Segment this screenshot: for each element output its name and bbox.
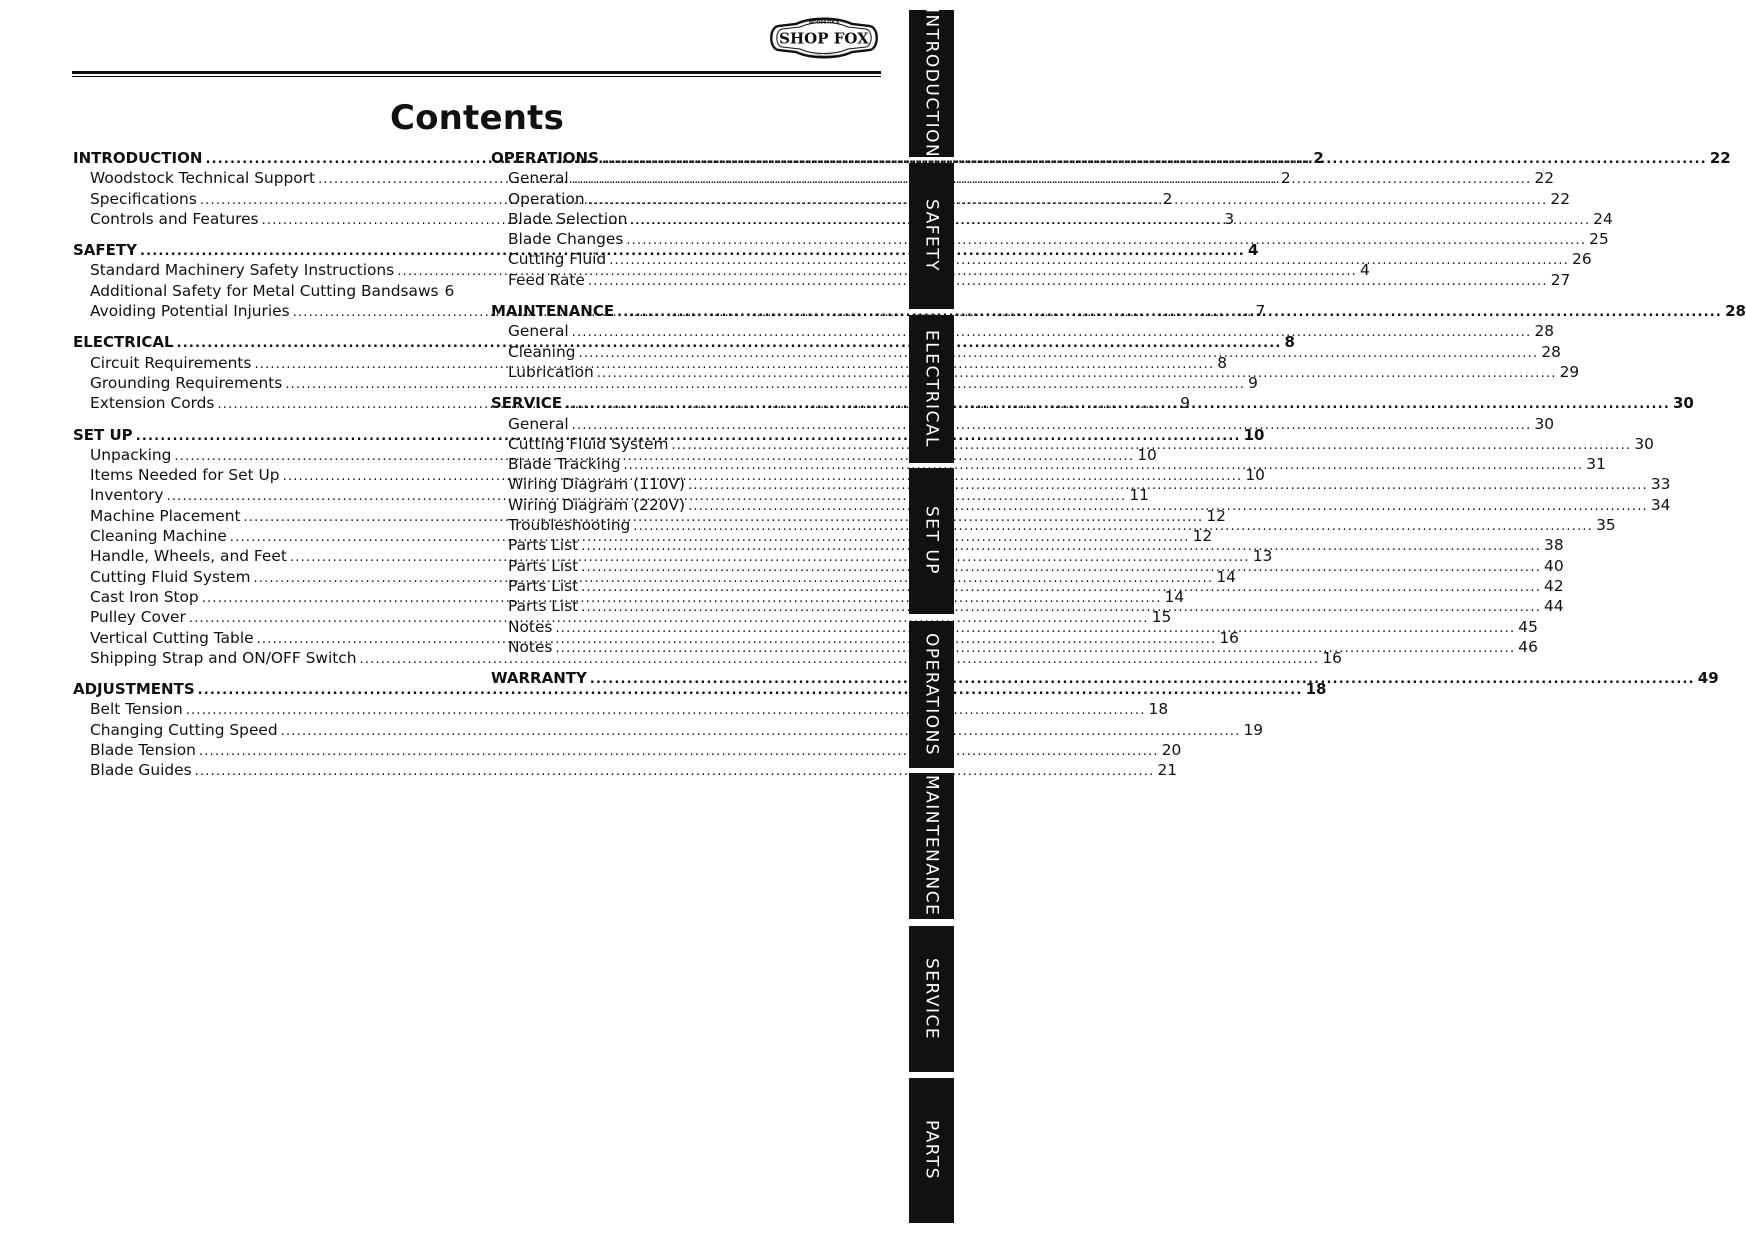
dot-leader [688, 497, 1648, 517]
toc-entry-label: Blade Tracking [508, 455, 621, 474]
dot-leader [581, 598, 1541, 618]
toc-entry-label: Lubrication [508, 362, 594, 381]
toc-entry-label: OPERATIONS [491, 149, 599, 167]
toc-entry-label: General [508, 169, 569, 188]
tab-label: SAFETY [921, 199, 942, 273]
toc-entry-label: Woodstock Technical Support [90, 169, 316, 188]
toc-entry[interactable] [73, 281, 455, 301]
toc-section-service[interactable] [491, 393, 1694, 413]
tab-label: ELECTRICAL [921, 329, 942, 448]
dot-leader [633, 517, 1593, 537]
toc-entry-label: Parts List [508, 536, 579, 555]
toc-page-number: 33 [1650, 475, 1671, 494]
toc-page-number: 29 [1559, 362, 1580, 381]
tab-service[interactable] [909, 926, 954, 1072]
toc-entry[interactable] [491, 249, 1592, 269]
toc-page-number: 11 [1129, 486, 1149, 505]
toc-page-number: 31 [1586, 455, 1606, 474]
toc-entry-label: Blade Tension [90, 741, 196, 760]
toc-entry-label: Circuit Requirements [90, 353, 252, 372]
toc-entry-label: Vertical Cutting Table [90, 628, 254, 647]
dot-leader [623, 456, 1583, 476]
toc-page-number: 8 [1217, 353, 1228, 372]
toc-page-number: 28 [1534, 322, 1555, 341]
toc-page-number: 25 [1589, 230, 1609, 249]
toc-entry[interactable] [491, 474, 1671, 494]
toc-entry-label: Handle, Wheels, and Feet [90, 547, 287, 566]
toc-entry-label: ELECTRICAL [73, 333, 174, 352]
toc-entry-label: Additional Safety for Metal Cutting Bandsaws [90, 281, 439, 300]
tab-set-up[interactable] [909, 468, 954, 614]
dot-leader [617, 303, 1722, 323]
tab-introduction[interactable] [909, 10, 954, 157]
toc-entry-label: SAFETY [73, 241, 137, 260]
toc-entry[interactable] [491, 342, 1561, 362]
toc-page-number: 4 [1360, 261, 1370, 280]
toc-entry-label: Cutting Fluid [508, 250, 607, 269]
toc-entry[interactable] [73, 699, 1169, 719]
toc-entry[interactable] [73, 648, 1342, 668]
dot-leader [602, 150, 1707, 170]
toc-page-number: 2 [1313, 149, 1324, 167]
toc-entry-label: INTRODUCTION [73, 149, 203, 167]
dot-leader [588, 191, 1548, 211]
toc-entry[interactable] [73, 740, 1182, 760]
dot-leader [688, 476, 1648, 496]
toc-page-number: 20 [1161, 741, 1182, 760]
dot-leader [572, 416, 1532, 436]
logo-brand-text: SHOP FOX [779, 29, 869, 48]
toc-entry-label: Pulley Cover [90, 608, 186, 627]
toc-entry-label: Cleaning [508, 342, 576, 361]
tab-maintenance[interactable] [909, 773, 954, 919]
toc-page-number: 13 [1252, 547, 1273, 566]
toc-entry-label: Cast Iron Stop [90, 587, 199, 606]
toc-entry-label: Shipping Strap and ON/OFF Switch [90, 648, 357, 667]
toc-entry-label: SET UP [73, 425, 133, 444]
tab-electrical[interactable] [909, 315, 954, 463]
toc-page-number: 7 [1255, 302, 1266, 321]
toc-page-number: 18 [1305, 680, 1327, 699]
toc-entry-label: Belt Tension [90, 700, 183, 719]
toc-entry[interactable] [491, 414, 1555, 434]
toc-entry-label: SERVICE [491, 394, 563, 413]
dot-leader [578, 344, 1538, 364]
toc-page-number: 42 [1544, 576, 1564, 595]
tab-operations[interactable] [909, 621, 954, 768]
dot-leader [588, 272, 1548, 292]
toc-entry[interactable] [491, 209, 1613, 229]
dot-leader [555, 639, 1515, 659]
toc-entry-label: MAINTENANCE [491, 302, 615, 321]
toc-page-number: 12 [1206, 506, 1226, 525]
toc-entry-label: Wiring Diagram (110V) [508, 475, 686, 494]
logo-sub-text: INTERNATIONAL [809, 54, 839, 58]
toc-page-number: 34 [1650, 495, 1671, 514]
toc-page-number: 18 [1148, 700, 1169, 719]
toc-section-warranty[interactable] [491, 668, 1719, 688]
header-rule [72, 71, 881, 74]
shop-fox-logo [766, 14, 882, 62]
toc-page-number: 26 [1572, 250, 1592, 269]
toc-entry-label: Blade Changes [508, 230, 624, 249]
toc-entry-label: Extension Cords [90, 394, 215, 413]
dot-leader [199, 742, 1159, 762]
toc-page-number: 9 [1248, 373, 1258, 392]
toc-page-number: 3 [1224, 209, 1235, 228]
dot-leader [195, 762, 1155, 782]
toc-page-number: 2 [1280, 169, 1291, 188]
dot-leader [555, 619, 1515, 639]
toc-entry-label: Inventory [90, 486, 164, 505]
dot-leader [572, 323, 1532, 343]
toc-entry[interactable] [73, 760, 1178, 780]
toc-page-number: 14 [1164, 587, 1185, 606]
toc-page-number: 24 [1593, 209, 1613, 228]
page-title: Contents [389, 98, 565, 138]
side-tabs [909, 0, 954, 1235]
toc-page-number: 2 [1162, 189, 1173, 208]
toc-section [491, 301, 1746, 382]
dot-leader [609, 251, 1569, 271]
toc-page-number: 8 [1284, 333, 1295, 352]
dot-leader [581, 578, 1541, 598]
dot-leader [186, 701, 1146, 721]
toc-entry[interactable] [491, 321, 1555, 341]
dot-leader [671, 436, 1631, 456]
toc-entry[interactable] [491, 362, 1580, 382]
dot-leader [630, 211, 1590, 231]
toc-entry-label: Controls and Features [90, 209, 259, 228]
toc-entry-label: Grounding Requirements [90, 373, 283, 392]
toc-page-number: 28 [1541, 342, 1561, 361]
toc-section-adjustments[interactable] [73, 679, 1327, 699]
dot-leader [565, 395, 1670, 415]
tab-parts[interactable] [909, 1078, 954, 1223]
header-rule-thin [72, 76, 881, 77]
toc-page-number: 46 [1518, 637, 1538, 656]
toc-entry-label: General [508, 322, 569, 341]
toc-entry-label: Troubleshooting [508, 516, 631, 535]
toc-entry-label: Notes [508, 637, 553, 656]
toc-page-number: 10 [1243, 425, 1265, 444]
toc-page-number: 45 [1518, 617, 1538, 636]
toc-entry-label: Blade Guides [90, 761, 192, 780]
toc-entry-label: Standard Machinery Safety Instructions [90, 261, 395, 280]
toc-page-number: 28 [1725, 302, 1746, 321]
toc-page-number: 22 [1534, 169, 1555, 188]
tab-label: SET UP [921, 506, 942, 576]
toc-entry-label: Notes [508, 617, 553, 636]
tab-label: PARTS [921, 1120, 942, 1181]
toc-entry[interactable] [73, 720, 1264, 740]
toc-page-number: 35 [1596, 516, 1616, 535]
toc-page-number: 49 [1697, 669, 1719, 688]
toc-entry-label: Feed Rate [508, 270, 585, 289]
dot-leader [572, 170, 1532, 190]
toc-entry-label: Operation [508, 189, 585, 208]
toc-entry-label: Cutting Fluid System [508, 434, 669, 453]
toc-entry-label: Cutting Fluid System [90, 567, 251, 586]
toc-page-number: 30 [1634, 434, 1654, 453]
logo-maker-text: WOODSTOCK [808, 19, 840, 25]
toc-entry-label: Wiring Diagram (220V) [508, 495, 686, 514]
toc-entry-label: Parts List [508, 556, 579, 575]
toc-entry-label: Unpacking [90, 445, 172, 464]
toc-page-number: 22 [1550, 189, 1571, 208]
toc-entry-label: ADJUSTMENTS [73, 680, 195, 699]
toc-entry[interactable] [491, 229, 1609, 249]
toc-entry-label: Parts List [508, 576, 579, 595]
toc-page-number: 12 [1192, 527, 1213, 546]
toc-entry-label: Avoiding Potential Injuries [90, 302, 290, 321]
toc-page-number: 6 [444, 281, 455, 300]
dot-leader [597, 364, 1557, 384]
toc-entry[interactable] [491, 189, 1571, 209]
toc-page-number: 10 [1137, 445, 1157, 464]
toc-entry-label: Specifications [90, 189, 197, 208]
toc-entry-label: Changing Cutting Speed [90, 720, 278, 739]
toc-page-number: 30 [1534, 414, 1555, 433]
toc-page-number: 21 [1157, 761, 1178, 780]
toc-page-number: 27 [1550, 270, 1571, 289]
tab-label: SERVICE [921, 957, 942, 1041]
toc-page-number: 9 [1180, 394, 1191, 413]
toc-page-number: 16 [1322, 648, 1342, 667]
toc-page-number: 10 [1245, 466, 1265, 485]
toc-entry-label: Items Needed for Set Up [90, 466, 280, 485]
toc-page-number: 30 [1672, 394, 1694, 413]
toc-entry[interactable] [491, 168, 1555, 188]
toc-page-number: 40 [1544, 556, 1564, 575]
toc-section-maintenance[interactable] [491, 301, 1746, 321]
toc-section-operations[interactable] [491, 148, 1731, 168]
toc-page-number: 15 [1151, 608, 1172, 627]
dot-leader [281, 722, 1241, 742]
toc-entry-label: Blade Selection [508, 209, 628, 228]
toc-entry[interactable] [73, 373, 1258, 393]
tab-label: MAINTENANCE [921, 775, 942, 917]
toc-entry-label: General [508, 414, 569, 433]
toc-page-number: 22 [1709, 149, 1731, 167]
dot-leader [581, 537, 1541, 557]
dot-leader [590, 670, 1695, 690]
dot-leader [581, 558, 1541, 578]
toc-page-number: 44 [1544, 597, 1564, 616]
tab-label: OPERATIONS [921, 632, 942, 757]
toc-entry-label: Cleaning Machine [90, 527, 227, 546]
tab-label: INTRODUCTION [921, 8, 942, 159]
toc-page-number: 4 [1247, 241, 1259, 260]
toc-page-number: 16 [1219, 628, 1239, 647]
toc-entry-label: Parts List [508, 597, 579, 616]
toc-entry-label: WARRANTY [491, 669, 587, 688]
tab-safety[interactable] [909, 163, 954, 309]
toc-section [491, 668, 1719, 688]
toc-page-number: 38 [1544, 536, 1564, 555]
toc-page-number: 14 [1216, 567, 1236, 586]
dot-leader [626, 231, 1586, 251]
toc-page-number: 19 [1243, 720, 1264, 739]
toc-entry-label: Machine Placement [90, 506, 241, 525]
toc-entry[interactable] [491, 270, 1571, 290]
